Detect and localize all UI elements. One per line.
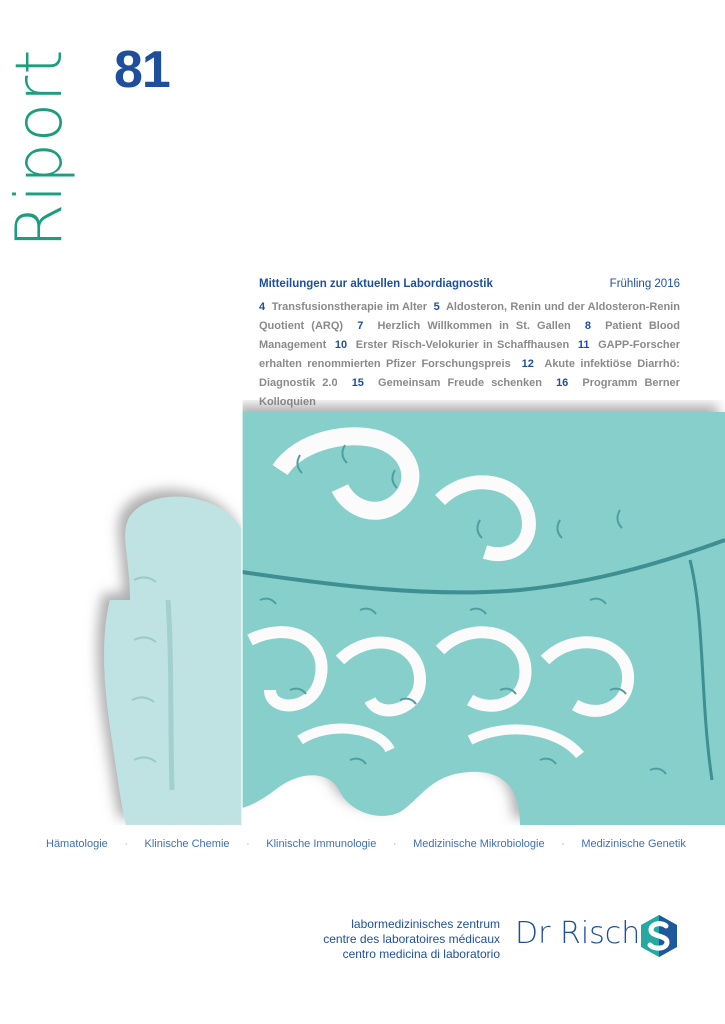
toc-title: Mitteilungen zur aktuellen Labordiagnostik — [259, 278, 493, 290]
lab-line-it: centro medicina di laboratorio — [342, 947, 500, 961]
toc-page-number: 7 — [357, 320, 364, 332]
toc-page-number: 16 — [556, 377, 569, 389]
toc-page-number: 5 — [433, 301, 440, 313]
toc-entry-title: Aldosteron, Renin und der Aldosteron-Renin Quotient (ARQ) — [259, 301, 680, 332]
discipline-separator: · — [246, 838, 250, 850]
discipline-item: Medizinische Genetik — [581, 838, 686, 850]
lab-description — [323, 917, 500, 962]
discipline-separator: · — [124, 838, 128, 850]
disciplines-list — [46, 838, 686, 850]
ascending-colon — [104, 497, 248, 825]
discipline-item: Medizinische Mikrobiologie — [413, 838, 545, 850]
discipline-item: Hämatologie — [46, 838, 108, 850]
discipline-item: Klinische Chemie — [144, 838, 230, 850]
dr-risch-logo-icon — [636, 913, 682, 959]
toc-entries — [259, 298, 680, 412]
toc-entry-title: Herzlich Willkommen in St. Gallen — [377, 320, 571, 332]
toc-entry-title: Transfusionstherapie im Alter — [271, 301, 428, 313]
issue-season: Frühling 2016 — [609, 278, 680, 290]
discipline-separator: · — [392, 838, 397, 850]
brand-name: Dr Risch — [515, 916, 641, 951]
lab-line-fr: centre des laboratoires médicaux — [323, 932, 500, 946]
toc-page-number: 8 — [584, 320, 591, 332]
toc-page-number: 11 — [577, 339, 590, 351]
intestines-illustration — [0, 400, 725, 825]
toc-entry-title: Gemeinsam Freude schenken — [378, 377, 542, 389]
toc-page-number: 10 — [334, 339, 348, 351]
small-intestine — [242, 412, 725, 825]
toc-page-number: 15 — [351, 377, 364, 389]
discipline-separator: · — [561, 838, 565, 850]
discipline-item: Klinische Immunologie — [266, 838, 377, 850]
toc-entry-title: Erster Risch-Velokurier in Schaffhausen — [355, 339, 570, 351]
toc-entry-title: Programm Berner Kolloquien — [259, 377, 680, 408]
toc-page-number: 4 — [259, 301, 266, 313]
toc-page-number: 12 — [521, 358, 534, 370]
magazine-title: Riport — [3, 48, 77, 248]
toc-header — [259, 278, 680, 290]
toc-entry-title: GAPP-Forscher erhalten renommierten Pfizer Forschungspreis — [259, 339, 680, 370]
issue-number: 81 — [114, 41, 170, 99]
lab-line-de: labormedizinisches zentrum — [351, 917, 500, 931]
toc-entry-title: Patient Blood Management — [259, 320, 680, 351]
table-of-contents — [259, 278, 680, 412]
toc-entry-title: Akute infektiöse Diarrhö: Diagnostik 2.0 — [259, 358, 680, 389]
